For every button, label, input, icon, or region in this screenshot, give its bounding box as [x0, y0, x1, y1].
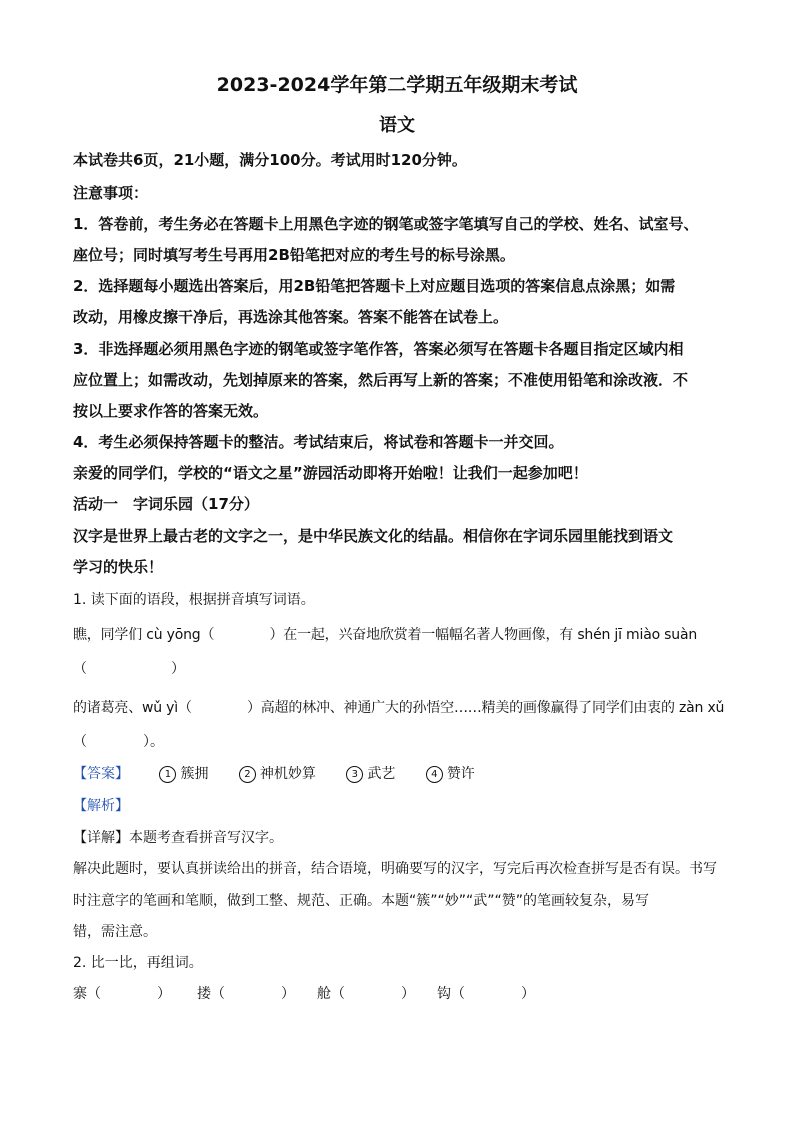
word-item: 钩（ ） [437, 986, 535, 1002]
answer-item [159, 766, 208, 782]
greeting: 亲爱的同学们，学校的“语文之星”游园活动即将开始啦！让我们一起参加吧！ [73, 464, 588, 482]
subject-title: 语文 [379, 115, 415, 136]
answer-text: 神机妙算 [259, 766, 316, 782]
notice-line: 应位置上；如需改动，先划掉原来的答案，然后再写上新的答案；不准使用铅笔和涂改液．不 [73, 371, 689, 389]
answer-text: 赞许 [446, 766, 475, 782]
answer-label: 【答案】 [73, 766, 129, 782]
question-2-prompt: 2. 比一比，再组词。 [73, 955, 203, 971]
question-1-passage: 的诸葛亮、wǔ yì（ ）高超的林冲、神通广大的孙悟空……精美的画像赢得了同学们由衷的 zàn xǔ [73, 700, 725, 716]
word-item: 寨（ ） [73, 986, 171, 1002]
answer-row [73, 764, 475, 784]
question-1-prompt: 1. 读下面的语段，根据拼音填写词语。 [73, 592, 315, 608]
answer-text: 武艺 [367, 766, 396, 782]
word-item: 搂（ ） [197, 986, 295, 1002]
answer-item [346, 766, 395, 782]
notice-line: 4．考生必须保持答题卡的整洁。考试结束后，将试卷和答题卡一并交回。 [73, 433, 564, 451]
notice-line: 2．选择题每小题选出答案后，用2B铅笔把答题卡上对应题目选项的答案信息点涂黑；如需 [73, 277, 676, 295]
notice-line: 改动，用橡皮擦干净后，再选涂其他答案。答案不能答在试卷上。 [73, 308, 509, 326]
analysis-explanation: 解决此题时，要认真拼读给出的拼音，结合语境，明确要写的汉字，写完后再次检查拼写是否有误。书写 [73, 861, 717, 877]
answer-number: 2 [239, 766, 256, 783]
notice-heading: 注意事项： [73, 184, 149, 202]
answer-number: 1 [159, 766, 176, 783]
analysis-label: 【解析】 [73, 798, 129, 814]
answer-number: 3 [346, 766, 363, 783]
notice-line: 按以上要求作答的答案无效。 [73, 402, 269, 420]
question-1-passage: 瞧，同学们 cù yōng（ ）在一起，兴奋地欣赏着一幅幅名著人物画像，有 shén jī miào suàn [73, 627, 698, 643]
activity-title: 活动一 字词乐园（17分） [73, 495, 259, 513]
activity-description: 汉字是世界上最古老的文字之一，是中华民族文化的结晶。相信你在字词乐园里能找到语文 [73, 527, 674, 545]
word-item: 舱（ ） [317, 986, 415, 1002]
question-2-items [73, 984, 535, 1004]
exam-summary: 本试卷共6页，21小题，满分100分。考试用时120分钟。 [73, 151, 467, 169]
answer-number: 4 [426, 766, 443, 783]
notice-line: 3．非选择题必须用黑色字迹的钢笔或签字笔作答，答案必须写在答题卡各题目指定区域内相 [73, 340, 684, 358]
notice-line: 座位号；同时填写考生号再用2B铅笔把对应的考生号的标号涂黑。 [73, 246, 515, 264]
analysis-detail: 【详解】本题考查看拼音写汉字。 [73, 830, 283, 846]
question-1-passage: （ ） [73, 661, 185, 677]
notice-line: 1．答卷前，考生务必在答题卡上用黑色字迹的钢笔或签字笔填写自己的学校、姓名、试室号、 [73, 215, 699, 233]
question-1-passage: （ ）。 [73, 734, 164, 750]
answer-text: 簇拥 [180, 766, 209, 782]
answer-item [239, 766, 316, 782]
activity-description: 学习的快乐！ [73, 558, 164, 576]
answer-item [426, 766, 475, 782]
exam-title: 2023-2024学年第二学期五年级期末考试 [216, 74, 578, 96]
analysis-explanation: 错，需注意。 [73, 924, 157, 940]
analysis-explanation: 时注意字的笔画和笔顺，做到工整、规范、正确。本题“簇”“妙”“武”“赞”的笔画较复杂，易写 [73, 893, 650, 909]
